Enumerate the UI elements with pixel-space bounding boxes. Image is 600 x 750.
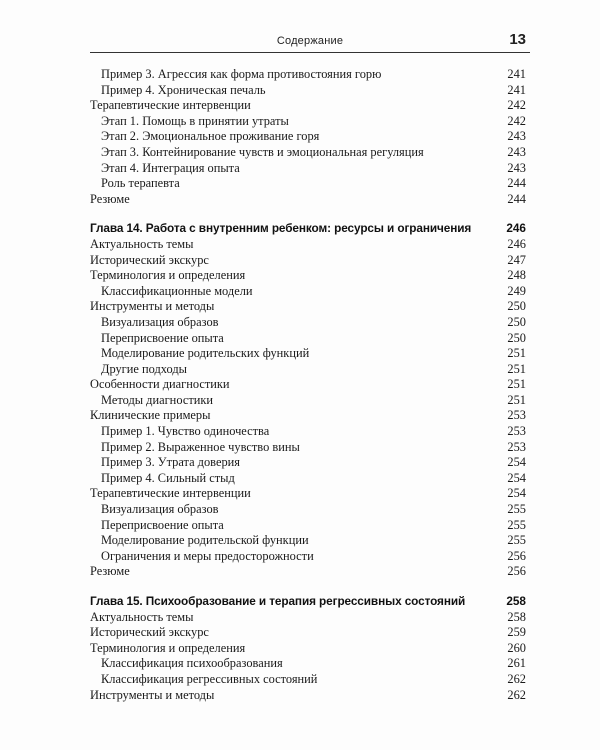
toc-entry-page: 241 [507,67,526,81]
toc-entry-page: 255 [507,502,526,517]
toc-entry [90,533,530,549]
toc-entry [90,346,530,362]
toc-entry [90,672,530,688]
toc-entry [90,83,530,99]
toc-chapter-entry [90,221,530,237]
toc-entry-title: Резюме [90,191,130,206]
toc-entry [90,424,530,440]
toc-entry-title: Терминология и определения [90,268,246,283]
toc-entry-title: Пример 3. Утрата доверия [101,455,240,470]
toc-entry [90,440,530,456]
toc-entry [90,114,530,130]
toc-entry-title: Глава 14. Работа с внутренним ребенком: ресурсы и ограничения [90,221,472,236]
toc-entry-title: Пример 4. Сильный стыд [101,470,235,485]
toc-entry-title: Методы диагностики [101,392,214,407]
toc-entry-page: 260 [507,640,526,655]
toc-entry [90,268,530,284]
toc-entry [90,625,530,641]
toc-entry-page: 255 [507,517,526,532]
toc-entry-title: Пример 4. Хроническая печаль [101,82,266,97]
toc-entry [90,656,530,672]
toc-entry [90,502,530,518]
toc-entry-title: Моделирование родительских функций [101,346,310,361]
toc-entry [90,518,530,534]
toc-entry-title: Визуализация образов [101,502,219,517]
running-header-title: Содержание [276,35,344,47]
toc-entry [90,362,530,378]
toc-entry [90,284,530,300]
toc-entry-page: 250 [507,330,526,345]
toc-entry-page: 250 [507,314,526,329]
toc-entry [90,299,530,315]
toc-entry [90,564,530,580]
toc-entry [90,393,530,409]
toc-entry [90,145,530,161]
toc-entry [90,161,530,177]
toc-entry [90,237,530,253]
toc-entry-title: Визуализация образов [101,314,219,329]
toc-entry-title: Актуальность темы [90,236,194,251]
toc-entry-page: 253 [507,408,526,423]
toc-entry-page: 242 [507,98,526,113]
toc-entry [90,377,530,393]
toc-entry-title: Глава 15. Психообразование и терапия регрессивных состояний [90,594,466,608]
toc-entry-page: 251 [507,361,526,376]
running-header [90,32,530,53]
toc-entry-page: 253 [507,424,526,439]
toc-entry [90,455,530,471]
toc-entry-page: 262 [507,671,526,686]
toc-entry-page: 254 [507,455,526,470]
toc-entry-page: 258 [506,594,526,608]
toc-entry [90,253,530,269]
toc-entry [90,471,530,487]
toc-entry-page: 255 [507,533,526,548]
toc-entry [90,98,530,114]
toc-entry-title: Терапевтические интервенции [90,98,251,113]
toc-entry [90,486,530,502]
toc-entry-page: 247 [507,252,526,267]
toc-entry-page: 261 [507,656,526,671]
toc-entry-title: Актуальность темы [90,609,194,624]
toc-entry [90,549,530,565]
toc-entry-title: Исторический экскурс [90,625,209,640]
toc-entry [90,641,530,657]
toc-entry-title: Этап 2. Эмоциональное проживание горя [101,129,320,144]
toc-entry-page: 259 [507,625,526,640]
toc-entry-page: 251 [507,392,526,407]
toc-entry-title: Переприсвоение опыта [101,517,224,532]
toc-entry-title: Ограничения и меры предосторожности [101,548,314,563]
toc-entry-title: Особенности диагностики [90,377,230,392]
toc-entry [90,315,530,331]
toc-entry-page: 243 [507,160,526,175]
toc-entry-page: 254 [507,486,526,501]
toc-entry-page: 253 [507,439,526,454]
toc-entry-page: 251 [507,377,526,392]
toc-entry-title: Инструменты и методы [90,687,215,702]
toc-entry-title: Классификация регрессивных состояний [101,671,318,686]
toc-entry-page: 249 [507,283,526,298]
toc-entry-title: Этап 3. Контейнирование чувств и эмоциональная регуляция [101,144,424,159]
toc-entry [90,176,530,192]
chapter-spacer [90,580,530,594]
toc-entry-page: 262 [507,687,526,702]
toc-entry [90,129,530,145]
toc-entry [90,408,530,424]
toc-entry-title: Другие подходы [101,361,187,376]
toc-entry-title: Пример 3. Агрессия как форма противостояния горю [101,67,382,81]
table-of-contents [90,67,530,703]
toc-entry [90,331,530,347]
toc-entry-page: 258 [507,609,526,624]
toc-entry [90,67,530,83]
toc-entry-title: Пример 2. Выраженное чувство вины [101,439,300,454]
toc-entry-page: 242 [507,113,526,128]
toc-entry-page: 246 [506,221,526,236]
toc-entry-page: 248 [507,268,526,283]
toc-entry-page: 254 [507,470,526,485]
toc-entry-page: 241 [507,82,526,97]
toc-entry-title: Терапевтические интервенции [90,486,251,501]
toc-entry [90,610,530,626]
toc-entry-page: 250 [507,299,526,314]
toc-entry-title: Моделирование родительской функции [101,533,309,548]
toc-entry-title: Этап 4. Интеграция опыта [101,160,240,175]
toc-entry-title: Переприсвоение опыта [101,330,224,345]
toc-chapter-entry [90,594,530,610]
toc-entry-title: Клинические примеры [90,408,211,423]
toc-entry-page: 244 [507,191,526,206]
toc-entry-title: Этап 1. Помощь в принятии утраты [101,113,289,128]
toc-entry-page: 256 [507,564,526,579]
toc-entry-title: Роль терапевта [101,176,180,191]
toc-entry-page: 256 [507,548,526,563]
chapter-spacer [90,207,530,221]
toc-entry-page: 251 [507,346,526,361]
toc-entry-page: 244 [507,176,526,191]
toc-entry-title: Резюме [90,564,130,579]
page-number: 13 [509,31,526,48]
toc-entry-title: Пример 1. Чувство одиночества [101,424,270,439]
toc-entry-title: Терминология и определения [90,640,246,655]
toc-entry [90,192,530,208]
toc-entry-title: Инструменты и методы [90,299,215,314]
toc-entry [90,688,530,704]
toc-entry-page: 246 [507,236,526,251]
toc-entry-page: 243 [507,144,526,159]
toc-entry-title: Исторический экскурс [90,252,209,267]
toc-entry-title: Классификация психообразования [101,656,283,671]
toc-entry-page: 243 [507,129,526,144]
toc-entry-title: Классификационные модели [101,283,253,298]
